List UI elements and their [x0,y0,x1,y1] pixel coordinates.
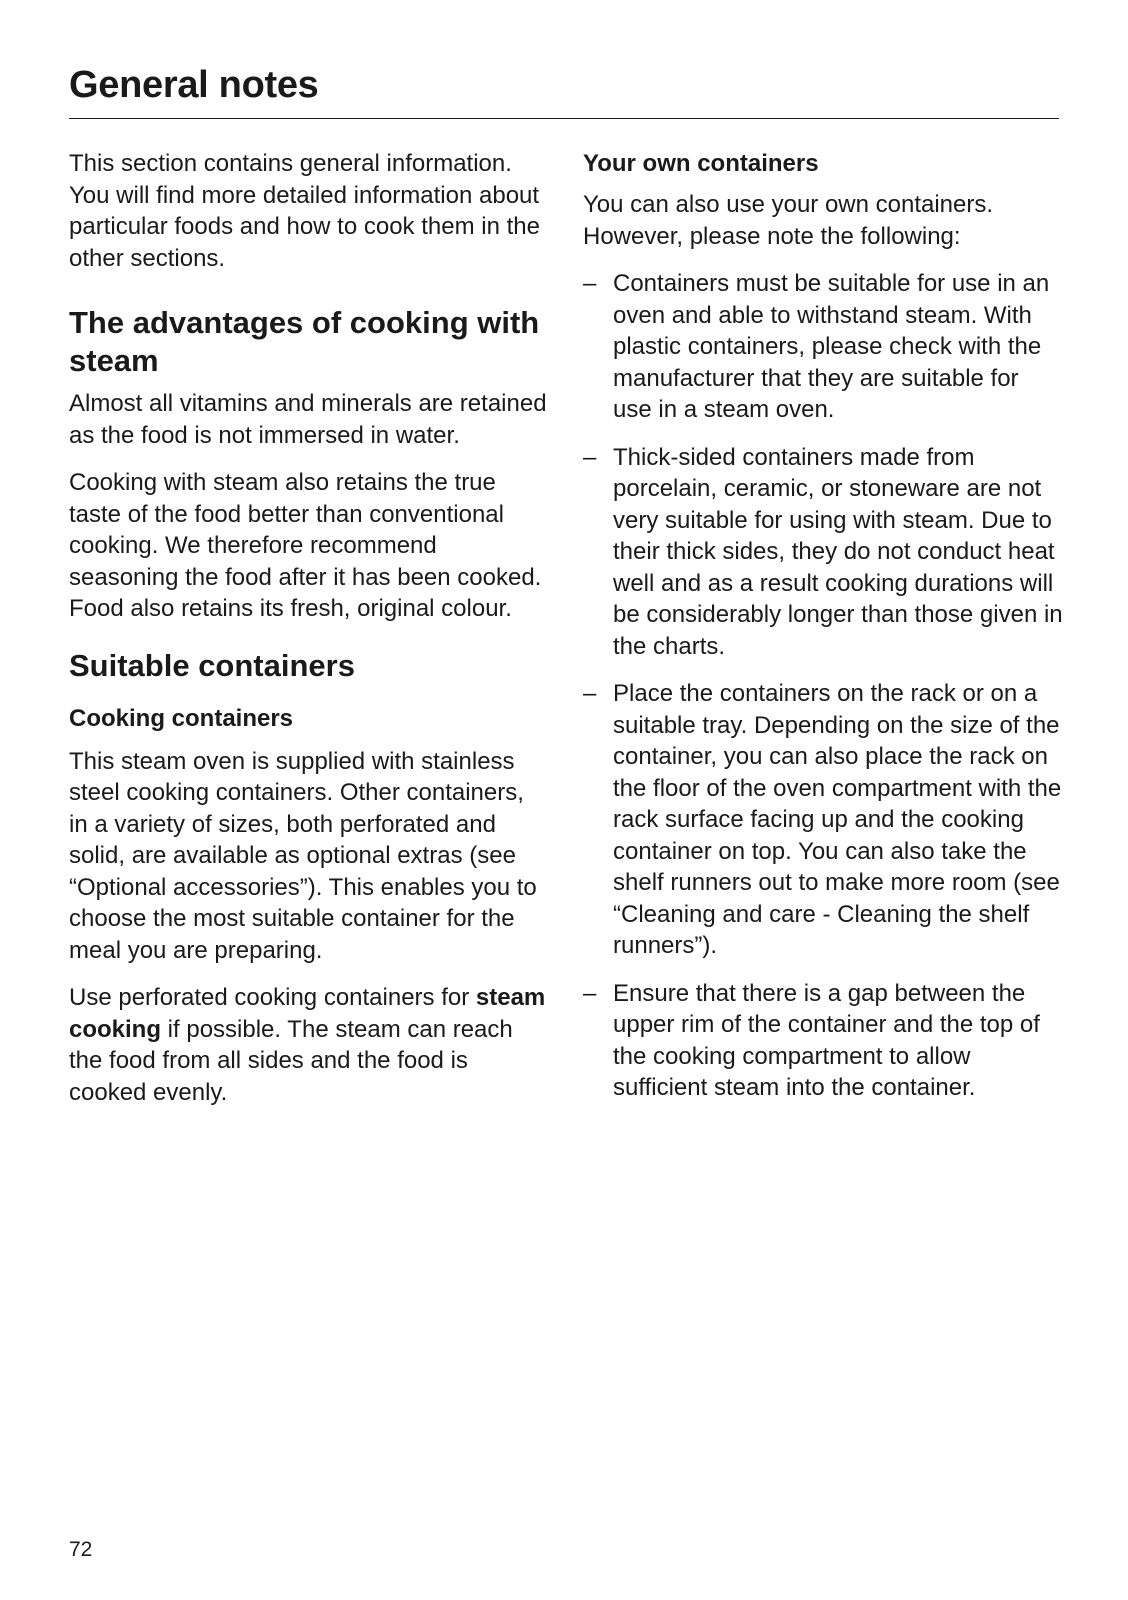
list-item-text: Containers must be suitable for use in an oven and able to withstand steam. With plastic containers, please check with the manufacturer that they are suitable for use in a steam oven. [613,270,1050,423]
own-containers-heading: Your own containers [583,150,819,177]
cooking-containers-paragraph-1: This steam oven is supplied with stainless steel cooking containers. Other containers, in a variety of sizes, both perforated and solid, are available as optional extras (see “Optional accessories”). This enables you to choose the most suitable container for the meal you are preparing. [69,747,537,964]
dash-bullet: – [583,443,597,471]
list-item [583,678,1063,962]
title-divider [69,118,1059,119]
cooking-containers-paragraph-2 [69,982,549,1108]
intro-paragraph: This section contains general information. You will find more detailed information about particular foods and how to cook them in the other sections. [69,150,540,272]
list-item [583,442,1063,663]
advantages-heading: The advantages of cooking with steam [69,305,540,378]
advantages-paragraph-1: Almost all vitamins and minerals are retained as the food is not immersed in water. [69,390,547,449]
own-containers-intro: You can also use your own containers. However, please note the following: [583,191,994,250]
p2-text-after: if possible. The steam can reach the food from all sides and the food is cooked evenly. [69,1015,513,1106]
p2-text-before: Use perforated cooking containers for [69,984,476,1011]
page-title: General notes [69,64,319,106]
dash-bullet: – [583,979,597,1007]
list-item [583,978,1063,1104]
own-containers-list [583,268,1063,1104]
advantages-paragraph-2: Cooking with steam also retains the true taste of the food better than conventional cooking. We therefore recommend seasoning the food after it has been cooked. Food also retains its fresh, original colour. [69,469,542,622]
page-number: 72 [69,1538,93,1561]
list-item-text: Thick-sided containers made from porcelain, ceramic, or stoneware are not very suitable for using with steam. Due to their thick sides, they do not conduct heat well and as a result cooking durations will be considerably longer than those given in the charts. [613,443,1063,660]
left-column [69,148,549,1124]
list-item-text: Place the containers on the rack or on a suitable tray. Depending on the size of the container, you can also place the rack on the floor of the oven compartment with the rack surface facing up and the cooking container on top. You can also take the shelf runners out to make more room (see “Cleaning and care - Cleaning the shelf runners”). [613,680,1062,959]
steam-cooking-emphasis: steam cooking [69,984,546,1043]
suitable-containers-heading: Suitable containers [69,647,355,683]
dash-bullet: – [583,680,597,707]
right-column [583,148,1063,1120]
cooking-containers-heading: Cooking containers [69,704,294,732]
list-item-text: Ensure that there is a gap between the upper rim of the container and the top of the cooking compartment to allow sufficient steam into the container. [613,979,1040,1101]
dash-bullet: – [583,270,597,297]
list-item [583,268,1063,426]
